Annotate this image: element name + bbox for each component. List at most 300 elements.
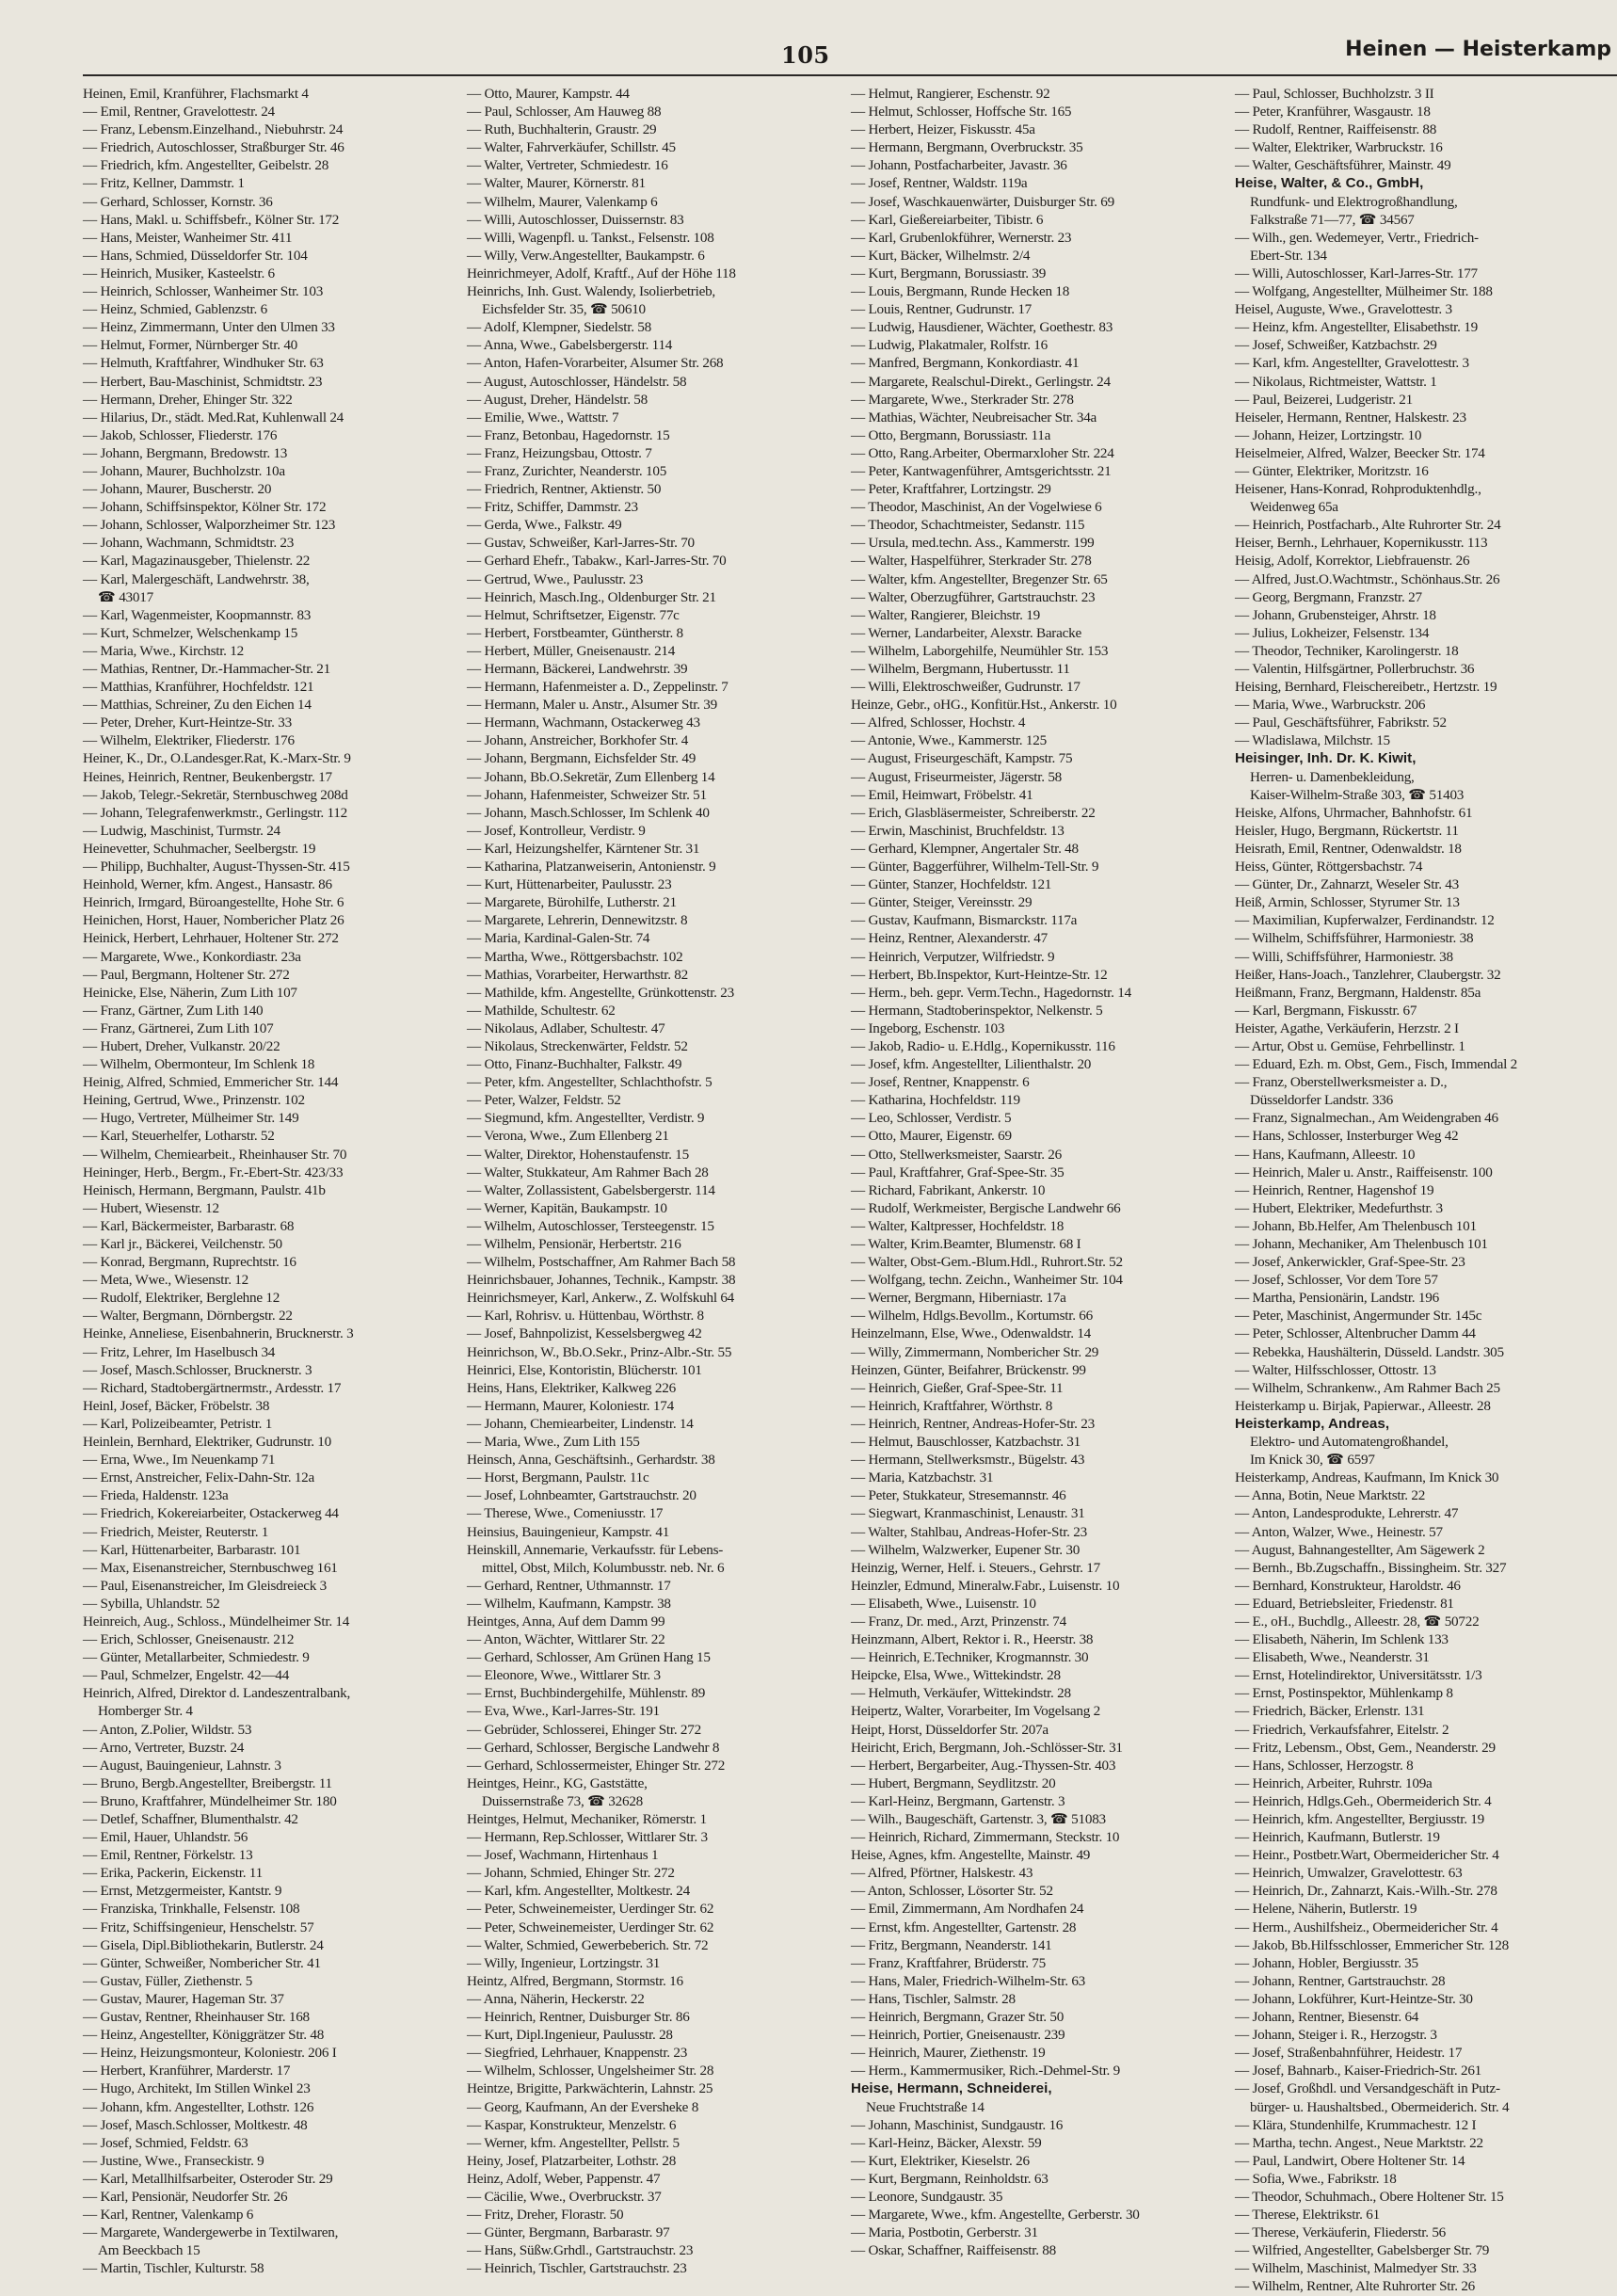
directory-entry: Heintz, Alfred, Bergmann, Stormstr. 16: [467, 1972, 683, 1989]
directory-entry: — Werner, kfm. Angestellter, Pellstr. 5: [467, 2134, 680, 2151]
directory-entry: Heinzen, Günter, Beifahrer, Brückenstr. 99: [851, 1361, 1086, 1378]
directory-entry: — Josef, Lohnbeamter, Gartstrauchstr. 20: [467, 1487, 696, 1504]
directory-entry: — Peter, Schweinemeister, Uerdinger Str. 62: [467, 1901, 714, 1918]
directory-entry: — August, Dreher, Händelstr. 58: [467, 391, 648, 408]
directory-entry: — Peter, kfm. Angestellter, Schlachthofstr. 5: [467, 1074, 712, 1091]
directory-entry: — Maria, Wwe., Warbruckstr. 206: [1235, 697, 1426, 714]
directory-entry: — Valentin, Hilfsgärtner, Pollerbruchstr. 36: [1235, 661, 1475, 677]
directory-entry: — Bruno, Kraftfahrer, Mündelheimer Str. 180: [83, 1792, 337, 1809]
directory-entry: — Erich, Glasbläsermeister, Schreiberstr. 22: [851, 804, 1096, 821]
directory-entry: — Justine, Wwe., Franseckistr. 9: [83, 2152, 264, 2169]
directory-entry: Heiss, Günter, Röttgersbachstr. 74: [1235, 859, 1423, 875]
directory-entry: Heinhold, Werner, kfm. Angest., Hansastr. 86: [83, 876, 332, 893]
directory-entry: — Otto, Rang.Arbeiter, Obermarxloher Str. 224: [851, 444, 1114, 461]
directory-entry: — Heinrich, Masch.Ing., Oldenburger Str. 21: [467, 588, 716, 605]
directory-entry: — Alfred, Just.O.Wachtmstr., Schönhaus.Str. 26: [1235, 570, 1500, 587]
directory-entry: — Günter, Bergmann, Barbarastr. 97: [467, 2224, 670, 2241]
directory-entry: — Herbert, Kranführer, Marderstr. 17: [83, 2063, 291, 2079]
directory-entry: — Walter, Rangierer, Bleichstr. 19: [851, 606, 1040, 623]
directory-entry: — Friedrich, Rentner, Aktienstr. 50: [467, 481, 662, 498]
directory-entry: — Heinz, Angestellter, Königgrätzer Str. 48: [83, 2027, 325, 2044]
directory-entry: — Gerda, Wwe., Falkstr. 49: [467, 517, 622, 534]
entry-columns: [83, 85, 1613, 2295]
directory-entry: — Herm., Aushilfsheiz., Obermeidericher Str. 4: [1235, 1919, 1498, 1935]
directory-entry: — Heinrich, Dr., Zahnarzt, Kais.-Wilh.-Str. 278: [1235, 1883, 1497, 1900]
directory-entry: — Wilhelm, Kaufmann, Kampstr. 38: [467, 1595, 671, 1612]
directory-entry: — Franziska, Trinkhalle, Felsenstr. 108: [83, 1901, 300, 1918]
column-1: [83, 85, 461, 2277]
directory-entry: — Mathilde, Schultestr. 62: [467, 1002, 616, 1019]
directory-entry: — Heinrich, Rentner, Duisburger Str. 86: [467, 2009, 690, 2026]
directory-entry: — Rudolf, Werkmeister, Bergische Landwehr 66: [851, 1199, 1121, 1216]
directory-entry: — Walter, Krim.Beamter, Blumenstr. 68 I: [851, 1236, 1081, 1252]
directory-entry: — Peter, Kraftfahrer, Lortzingstr. 29: [851, 481, 1051, 498]
directory-entry: Heißer, Hans-Joach., Tanzlehrer, Claubergstr. 32: [1235, 966, 1501, 983]
directory-entry: — Leonore, Sundgaustr. 35: [851, 2188, 1003, 2205]
directory-entry: — Friedrich, Autoschlosser, Straßburger Str. 46: [83, 139, 344, 156]
directory-entry: — Erich, Schlosser, Gneisenaustr. 212: [83, 1631, 295, 1648]
directory-entry: — Bernh., Bb.Zugschaffn., Bissingheim. Str. 327: [1235, 1559, 1507, 1576]
directory-entry: — Johann, Maurer, Buchholzstr. 10a: [83, 462, 285, 479]
directory-entry: — Heinz, Zimmermann, Unter den Ulmen 33: [83, 319, 335, 336]
directory-entry: — August, Bahnangestellter, Am Sägewerk 2: [1235, 1541, 1485, 1558]
directory-entry: — Willy, Ingenieur, Lortzingstr. 31: [467, 1954, 661, 1971]
directory-entry: — Wilhelm, Obermonteur, Im Schlenk 18: [83, 1056, 315, 1073]
directory-entry: Heipcke, Elsa, Wwe., Wittekindstr. 28: [851, 1667, 1061, 1684]
directory-entry: — Jakob, Bb.Hilfsschlosser, Emmericher Str. 128: [1235, 1936, 1509, 1953]
directory-entry: — Johann, Postfacharbeiter, Javastr. 36: [851, 157, 1067, 174]
directory-entry: — Werner, Bergmann, Hiberniastr. 17a: [851, 1290, 1066, 1307]
directory-entry: Heinevetter, Schuhmacher, Seelbergstr. 19: [83, 840, 316, 857]
directory-entry: — Kurt, Elektriker, Kieselstr. 26: [851, 2152, 1030, 2169]
directory-entry: — Anna, Botin, Neue Marktstr. 22: [1235, 1487, 1426, 1504]
directory-entry: — Herbert, Müller, Gneisenaustr. 214: [467, 642, 676, 659]
directory-entry: — Siegfried, Lehrhauer, Knappenstr. 23: [467, 2045, 688, 2062]
directory-entry: — Karl, Malergeschäft, Landwehrstr. 38,: [83, 570, 310, 587]
directory-entry: — Oskar, Schaffner, Raiffeisenstr. 88: [851, 2242, 1056, 2259]
directory-entry: Heise, Hermann, Schneiderei,: [851, 2080, 1052, 2097]
directory-entry: — Wilhelm, Chemiearbeit., Rheinhauser Str. 70: [83, 1146, 347, 1163]
directory-entry: — Emil, Heimwart, Fröbelstr. 41: [851, 786, 1033, 803]
directory-entry: — Johann, Schmied, Ehinger Str. 272: [467, 1865, 675, 1882]
directory-entry: — Bruno, Bergb.Angestellter, Breibergstr. 11: [83, 1774, 332, 1791]
directory-entry: — Heinrich, Maurer, Ziethenstr. 19: [851, 2045, 1046, 2062]
directory-entry: — Johann, Rentner, Biesenstr. 64: [1235, 2009, 1419, 2026]
directory-entry: — Paul, Landwirt, Obere Holtener Str. 14: [1235, 2152, 1465, 2169]
directory-entry: — Werner, Landarbeiter, Alexstr. Baracke: [851, 624, 1081, 641]
directory-entry: Heiske, Alfons, Uhrmacher, Bahnhofstr. 61: [1235, 804, 1473, 821]
directory-entry: Heinrich, Irmgard, Büroangestellte, Hohe Str. 6: [83, 894, 344, 911]
directory-entry: Heinicke, Else, Näherin, Zum Lith 107: [83, 984, 297, 1001]
directory-entry: Heister, Agathe, Verkäuferin, Herzstr. 2 I: [1235, 1020, 1459, 1036]
directory-entry: — Johann, Maschinist, Sundgaustr. 16: [851, 2116, 1064, 2133]
directory-entry: — Günter, Metallarbeiter, Schmiedestr. 9: [83, 1649, 310, 1666]
directory-entry: — Johann, Bergmann, Eichsfelder Str. 49: [467, 750, 696, 767]
directory-entry: — Wilhelm, Postschaffner, Am Rahmer Bach 58: [467, 1254, 736, 1271]
directory-entry: — Hans, Kaufmann, Alleestr. 10: [1235, 1146, 1416, 1163]
directory-entry: — Wilhelm, Schrankenw., Am Rahmer Bach 25: [1235, 1379, 1500, 1396]
directory-entry: — Hugo, Architekt, Im Stillen Winkel 23: [83, 2080, 311, 2097]
directory-entry: — Sybilla, Uhlandstr. 52: [83, 1595, 220, 1612]
directory-entry: — Friedrich, kfm. Angestellter, Geibelstr. 28: [83, 157, 329, 174]
directory-entry: — Ernst, Anstreicher, Felix-Dahn-Str. 12a: [83, 1469, 315, 1486]
directory-entry: — Horst, Bergmann, Paulstr. 11c: [467, 1469, 649, 1486]
directory-entry: — Hermann, Dreher, Ehinger Str. 322: [83, 391, 293, 408]
directory-entry: — Johann, Bb.O.Sekretär, Zum Ellenberg 14: [467, 768, 715, 785]
directory-entry: — Heinz, Heizungsmonteur, Koloniestr. 206 I: [83, 2045, 337, 2062]
directory-entry: — Margarete, Bürohilfe, Lutherstr. 21: [467, 894, 677, 911]
directory-entry: — Maria, Katzbachstr. 31: [851, 1469, 994, 1486]
directory-entry: — Anna, Wwe., Gabelsbergerstr. 114: [467, 337, 673, 354]
directory-entry: — Hermann, Bäckerei, Landwehrstr. 39: [467, 661, 688, 677]
directory-entry: — Ernst, Postinspektor, Mühlenkamp 8: [1235, 1685, 1453, 1702]
directory-entry: — Walter, Stukkateur, Am Rahmer Bach 28: [467, 1164, 709, 1180]
directory-entry: — Franz, Gärtner, Zum Lith 140: [83, 1002, 264, 1019]
directory-entry: — Josef, kfm. Angestellter, Lilienthalstr. 20: [851, 1056, 1092, 1073]
directory-entry: — Arno, Vertreter, Buzstr. 24: [83, 1739, 245, 1756]
entry-continuation: Kaiser-Wilhelm-Straße 303, ☎ 51403: [1250, 786, 1465, 803]
directory-entry: Heinzler, Edmund, Mineralw.Fabr., Luisenstr. 10: [851, 1577, 1120, 1594]
directory-entry: Heisig, Adolf, Korrektor, Liebfrauenstr. 26: [1235, 553, 1470, 570]
directory-entry: — Heinrich, Verputzer, Wilfriedstr. 9: [851, 948, 1055, 965]
directory-entry: — Wilhelm, Schlosser, Ungelsheimer Str. 28: [467, 2063, 714, 2079]
directory-entry: — Gerhard Ehefr., Tabakw., Karl-Jarres-Str. 70: [467, 553, 727, 570]
directory-entry: — Richard, Stadtobergärtnermstr., Ardesstr. 17: [83, 1379, 342, 1396]
directory-entry: — Alfred, Pförtner, Halskestr. 43: [851, 1865, 1033, 1882]
directory-entry: — Kurt, Dipl.Ingenieur, Paulusstr. 28: [467, 2027, 673, 2044]
entry-continuation: mittel, Obst, Milch, Kolumbusstr. neb. Nr. 6: [482, 1559, 725, 1576]
directory-entry: — Emil, Hauer, Uhlandstr. 56: [83, 1829, 248, 1846]
directory-entry: — Jakob, Schlosser, Fliederstr. 176: [83, 426, 278, 443]
directory-entry: — Wilhelm, Maschinist, Malmedyer Str. 33: [1235, 2260, 1477, 2277]
directory-entry: — Paul, Schlosser, Am Hauweg 88: [467, 104, 662, 120]
directory-entry: — Friedrich, Bäcker, Erlenstr. 131: [1235, 1703, 1425, 1720]
directory-entry: — Artur, Obst u. Gemüse, Fehrbellinstr. 1: [1235, 1037, 1465, 1054]
directory-entry: — Frieda, Haldenstr. 123a: [83, 1487, 229, 1504]
entry-continuation: Im Knick 30, ☎ 6597: [1250, 1452, 1375, 1469]
directory-entry: — Gerhard, Schlosser, Am Grünen Hang 15: [467, 1649, 711, 1666]
directory-entry: — Wilhelm, Bergmann, Hubertusstr. 11: [851, 661, 1070, 677]
directory-entry: — Walter, Bergmann, Dörnbergstr. 22: [83, 1308, 293, 1325]
directory-entry: — Otto, Bergmann, Borussiastr. 11a: [851, 426, 1051, 443]
directory-entry: — Günter, Schweißer, Nombericher Str. 41: [83, 1954, 321, 1971]
directory-entry: Heiselmeier, Alfred, Walzer, Beecker Str. 174: [1235, 444, 1485, 461]
directory-entry: — Johann, Telegrafenwerkmstr., Gerlingstr. 112: [83, 804, 347, 821]
directory-entry: — Therese, Wwe., Comeniusstr. 17: [467, 1505, 664, 1522]
directory-entry: Heinick, Herbert, Lehrhauer, Holtener Str. 272: [83, 930, 339, 947]
directory-entry: — Karl, kfm. Angestellter, Gravelottestr. 3: [1235, 355, 1469, 372]
directory-entry: — Peter, Stukkateur, Stresemannstr. 46: [851, 1487, 1066, 1504]
directory-entry: — Gustav, Kaufmann, Bismarckstr. 117a: [851, 912, 1078, 929]
directory-entry: — Mathias, Vorarbeiter, Herwarthstr. 82: [467, 966, 688, 983]
directory-entry: — Franz, Lebensm.Einzelhand., Niebuhrstr. 24: [83, 121, 344, 138]
directory-entry: — Eduard, Betriebsleiter, Friedenstr. 81: [1235, 1595, 1454, 1612]
directory-entry: — Ludwig, Hausdiener, Wächter, Goethestr. 83: [851, 319, 1113, 336]
directory-entry: — Paul, Bergmann, Holtener Str. 272: [83, 966, 290, 983]
directory-entry: Heinrichs, Inh. Gust. Walendy, Isolierbetrieb,: [467, 283, 715, 300]
directory-entry: — Martin, Tischler, Kulturstr. 58: [83, 2260, 264, 2277]
directory-entry: Heisler, Hugo, Bergmann, Rückertstr. 11: [1235, 822, 1459, 839]
directory-entry: — Karl, Rentner, Valenkamp 6: [83, 2207, 254, 2224]
directory-entry: — Wilfried, Angestellter, Gabelsberger Str. 79: [1235, 2242, 1490, 2259]
directory-entry: — Karl-Heinz, Bergmann, Gartenstr. 3: [851, 1792, 1065, 1809]
directory-entry: — Heinrich, Arbeiter, Ruhrstr. 109a: [1235, 1774, 1433, 1791]
directory-entry: — Kurt, Schmelzer, Welschenkamp 15: [83, 624, 298, 641]
directory-entry: — Hans, Schmied, Düsseldorfer Str. 104: [83, 247, 308, 264]
directory-entry: — Franz, Oberstellwerksmeister a. D.,: [1235, 1074, 1448, 1091]
directory-entry: — Ernst, Buchbindergehilfe, Mühlenstr. 89: [467, 1685, 706, 1702]
directory-entry: — Hubert, Wiesenstr. 12: [83, 1199, 219, 1216]
directory-entry: Heinig, Alfred, Schmied, Emmericher Str. 144: [83, 1074, 339, 1091]
directory-entry: — Heinrich, Maler u. Anstr., Raiffeisenstr. 100: [1235, 1164, 1493, 1180]
directory-entry: — Wilhelm, Schiffsführer, Harmoniestr. 38: [1235, 930, 1474, 947]
directory-entry: — Maria, Postbotin, Gerberstr. 31: [851, 2224, 1038, 2241]
directory-entry: — Martha, Pensionärin, Landstr. 196: [1235, 1290, 1439, 1307]
directory-entry: — Karl, Pensionär, Neudorfer Str. 26: [83, 2188, 288, 2205]
directory-entry: — Hermann, Maurer, Koloniestr. 174: [467, 1397, 674, 1414]
directory-entry: — Johann, Schlosser, Walporzheimer Str. 123: [83, 517, 336, 534]
directory-entry: — Gerhard, Schlossermeister, Ehinger Str. 272: [467, 1757, 726, 1774]
directory-entry: — Theodor, Maschinist, An der Vogelwiese 6: [851, 499, 1102, 516]
directory-entry: — Heinz, Schmied, Gablenzstr. 6: [83, 301, 267, 318]
directory-entry: — Walter, Vertreter, Schmiedestr. 16: [467, 157, 668, 174]
directory-entry: — Willy, Zimmermann, Nombericher Str. 29: [851, 1343, 1099, 1360]
directory-entry: Heiny, Josef, Platzarbeiter, Lothstr. 28: [467, 2152, 677, 2169]
directory-entry: — Johann, Maurer, Buscherstr. 20: [83, 481, 272, 498]
directory-entry: — Willi, Autoschlosser, Karl-Jarres-Str. 177: [1235, 265, 1478, 281]
directory-entry: — Karl, Bäckermeister, Barbarastr. 68: [83, 1217, 295, 1234]
directory-entry: — Peter, Kantwagenführer, Amtsgerichtsstr. 21: [851, 462, 1112, 479]
directory-entry: — Hermann, Hafenmeister a. D., Zeppelinstr. 7: [467, 679, 728, 696]
directory-entry: Heisterkamp, Andreas,: [1235, 1415, 1390, 1432]
directory-entry: — Erika, Packerin, Eickenstr. 11: [83, 1865, 263, 1882]
directory-entry: — Hugo, Vertreter, Mülheimer Str. 149: [83, 1110, 299, 1127]
directory-entry: — Emil, Rentner, Gravelottestr. 24: [83, 104, 275, 120]
directory-entry: — Eva, Wwe., Karl-Jarres-Str. 191: [467, 1703, 660, 1720]
directory-entry: — Johann, Grubensteiger, Ahrstr. 18: [1235, 606, 1436, 623]
directory-entry: — Johann, Steiger i. R., Herzogstr. 3: [1235, 2027, 1437, 2044]
directory-entry: Heinrichsmeyer, Karl, Ankerw., Z. Wolfskuhl 64: [467, 1290, 735, 1307]
directory-entry: — Therese, Verkäuferin, Fliederstr. 56: [1235, 2224, 1447, 2241]
directory-entry: — Karl, kfm. Angestellter, Moltkestr. 24: [467, 1883, 690, 1900]
directory-entry: — Paul, Schmelzer, Engelstr. 42—44: [83, 1667, 290, 1684]
directory-entry: — Louis, Rentner, Gudrunstr. 17: [851, 301, 1033, 318]
directory-entry: — Fritz, Lehrer, Im Haselbusch 34: [83, 1343, 276, 1360]
directory-entry: — Johann, Hobler, Bergiusstr. 35: [1235, 1954, 1418, 1971]
directory-entry: — Nikolaus, Richtmeister, Wattstr. 1: [1235, 373, 1437, 390]
directory-entry: Heisinger, Inh. Dr. K. Kiwit,: [1235, 750, 1417, 767]
directory-entry: — Hubert, Dreher, Vulkanstr. 20/22: [83, 1037, 280, 1054]
directory-entry: Heinzelmann, Else, Wwe., Odenwaldstr. 14: [851, 1325, 1092, 1342]
directory-entry: — Rudolf, Rentner, Raiffeisenstr. 88: [1235, 121, 1437, 138]
directory-entry: — Josef, Großhdl. und Versandgeschäft in Putz-: [1235, 2080, 1500, 2097]
directory-entry: — Theodor, Techniker, Karolingerstr. 18: [1235, 642, 1459, 659]
directory-entry: — Johann, Bergmann, Bredowstr. 13: [83, 444, 288, 461]
directory-entry: — Theodor, Schachtmeister, Sedanstr. 115: [851, 517, 1085, 534]
directory-entry: — Gertrud, Wwe., Paulusstr. 23: [467, 570, 644, 587]
directory-entry: — Margarete, Wwe., kfm. Angestellte, Gerberstr. 30: [851, 2207, 1140, 2224]
directory-entry: — Gerhard, Klempner, Angertaler Str. 48: [851, 840, 1079, 857]
directory-entry: — Karl, Heizungshelfer, Kärntener Str. 31: [467, 840, 700, 857]
directory-entry: Heines, Heinrich, Rentner, Beukenbergstr. 17: [83, 768, 332, 785]
directory-entry: — Günter, Steiger, Vereinsstr. 29: [851, 894, 1033, 911]
directory-entry: — Herbert, Bergarbeiter, Aug.-Thyssen-Str. 403: [851, 1757, 1116, 1774]
directory-entry: — Karl, Magazinausgeber, Thielenstr. 22: [83, 553, 311, 570]
directory-entry: — Werner, Kapitän, Baukampstr. 10: [467, 1199, 667, 1216]
directory-entry: — Cäcilie, Wwe., Overbruckstr. 37: [467, 2188, 662, 2205]
directory-entry: Heisterkamp u. Birjak, Papierwar., Alleestr. 28: [1235, 1397, 1491, 1414]
column-3: [851, 85, 1229, 2259]
directory-entry: — Heinrich, Bergmann, Grazer Str. 50: [851, 2009, 1065, 2026]
directory-entry: — Josef, Straßenbahnführer, Heidestr. 17: [1235, 2045, 1463, 2062]
directory-entry: — Hans, Maler, Friedrich-Wilhelm-Str. 63: [851, 1972, 1086, 1989]
directory-entry: Heinrichson, W., Bb.O.Sekr., Prinz-Albr.-Str. 55: [467, 1343, 732, 1360]
directory-entry: — Martha, Wwe., Röttgersbachstr. 102: [467, 948, 683, 965]
directory-entry: — Manfred, Bergmann, Konkordiastr. 41: [851, 355, 1080, 372]
directory-entry: — Wilhelm, Walzwerker, Eupener Str. 30: [851, 1541, 1081, 1558]
directory-entry: — Heinrich, Rentner, Andreas-Hofer-Str. 23: [851, 1415, 1095, 1432]
directory-entry: — Ernst, Hotelindirektor, Universitätsstr. 1/3: [1235, 1667, 1482, 1684]
directory-entry: — Ruth, Buchhalterin, Graustr. 29: [467, 121, 657, 138]
directory-entry: — Helmut, Bauschlosser, Katzbachstr. 31: [851, 1434, 1081, 1451]
directory-entry: — Alfred, Schlosser, Hochstr. 4: [851, 714, 1026, 731]
directory-entry: — Paul, Geschäftsführer, Fabrikstr. 52: [1235, 714, 1447, 731]
directory-entry: — Elisabeth, Wwe., Luisenstr. 10: [851, 1595, 1036, 1612]
directory-entry: Heipertz, Walter, Vorarbeiter, Im Vogelsang 2: [851, 1703, 1100, 1720]
directory-entry: — Heinrich, E.Techniker, Krogmannstr. 30: [851, 1649, 1089, 1666]
entry-continuation: Elektro- und Automatengroßhandel,: [1250, 1434, 1449, 1451]
directory-entry: Heinzmann, Albert, Rektor i. R., Heerstr. 38: [851, 1631, 1094, 1648]
directory-entry: — Leo, Schlosser, Verdistr. 5: [851, 1110, 1012, 1127]
directory-entry: — Theodor, Schuhmach., Obere Holtener Str. 15: [1235, 2188, 1504, 2205]
directory-entry: — Kurt, Bergmann, Reinholdstr. 63: [851, 2170, 1049, 2187]
directory-entry: — Franz, Dr. med., Arzt, Prinzenstr. 74: [851, 1613, 1066, 1630]
directory-entry: — Otto, Maurer, Kampstr. 44: [467, 86, 630, 102]
directory-entry: — Otto, Stellwerksmeister, Saarstr. 26: [851, 1146, 1062, 1163]
directory-entry: — Georg, Bergmann, Franzstr. 27: [1235, 588, 1422, 605]
directory-entry: Heißmann, Franz, Bergmann, Haldenstr. 85a: [1235, 984, 1481, 1001]
directory-entry: — Hermann, Stadtoberinspektor, Nelkenstr. 5: [851, 1002, 1103, 1019]
directory-entry: — Wladislawa, Milchstr. 15: [1235, 732, 1390, 749]
directory-entry: — Karl, Gießereiarbeiter, Tibistr. 6: [851, 211, 1044, 228]
directory-entry: — Emil, Zimmermann, Am Nordhafen 24: [851, 1901, 1084, 1918]
directory-entry: — Herbert, Bb.Inspektor, Kurt-Heintze-Str. 12: [851, 966, 1108, 983]
directory-entry: Heintges, Anna, Auf dem Damm 99: [467, 1613, 665, 1630]
directory-entry: — August, Friseurmeister, Jägerstr. 58: [851, 768, 1063, 785]
directory-entry: Heipt, Horst, Düsseldorfer Str. 207a: [851, 1721, 1049, 1738]
directory-entry: — Maria, Wwe., Zum Lith 155: [467, 1434, 640, 1451]
directory-entry: Heise, Walter, & Co., GmbH,: [1235, 175, 1424, 192]
directory-entry: — Herm., Kammermusiker, Rich.-Dehmel-Str. 9: [851, 2063, 1120, 2079]
directory-entry: — Karl, Metallhilfsarbeiter, Osteroder Str. 29: [83, 2170, 333, 2187]
directory-entry: — Walter, kfm. Angestellter, Bregenzer Str. 65: [851, 570, 1108, 587]
directory-entry: — Otto, Maurer, Eigenstr. 69: [851, 1128, 1012, 1145]
directory-entry: — Ursula, med.techn. Ass., Kammerstr. 199: [851, 535, 1095, 552]
directory-entry: — Josef, Ankerwickler, Graf-Spee-Str. 23: [1235, 1254, 1465, 1271]
directory-entry: — Walter, Stahlbau, Andreas-Hofer-Str. 23: [851, 1523, 1087, 1540]
directory-entry: — Wilhelm, Rentner, Alte Ruhrorter Str. 26: [1235, 2278, 1476, 2295]
directory-entry: — Johann, Rentner, Gartstrauchstr. 28: [1235, 1972, 1446, 1989]
directory-entry: — Konrad, Bergmann, Ruprechtstr. 16: [83, 1254, 296, 1271]
directory-entry: Heinzig, Werner, Helf. i. Steuers., Gehrstr. 17: [851, 1559, 1100, 1576]
directory-entry: — Peter, Schlosser, Altenbrucher Damm 44: [1235, 1325, 1476, 1342]
directory-entry: Heinichen, Horst, Hauer, Nombericher Platz 26: [83, 912, 344, 929]
directory-entry: — Heinr., Postbetr.Wart, Obermeidericher Str. 4: [1235, 1847, 1499, 1864]
directory-entry: — Anton, Landesprodukte, Lehrerstr. 47: [1235, 1505, 1459, 1522]
directory-entry: — Kurt, Bergmann, Borussiastr. 39: [851, 265, 1047, 281]
directory-entry: — Fritz, Dreher, Florastr. 50: [467, 2207, 624, 2224]
directory-entry: — Maria, Kardinal-Galen-Str. 74: [467, 930, 650, 947]
directory-entry: — Karl, Steuerhelfer, Lotharstr. 52: [83, 1128, 275, 1145]
directory-entry: — Karl, Grubenlokführer, Wernerstr. 23: [851, 229, 1072, 246]
directory-entry: — August, Autoschlosser, Händelstr. 58: [467, 373, 687, 390]
header-rule: [83, 74, 1617, 76]
directory-entry: — Klära, Stundenhilfe, Krummachestr. 12 I: [1235, 2116, 1477, 2133]
running-head: Heinen — Heisterkamp: [1345, 38, 1611, 61]
directory-entry: Heisrath, Emil, Rentner, Odenwaldstr. 18: [1235, 840, 1462, 857]
directory-entry: — Josef, Kontrolleur, Verdistr. 9: [467, 822, 646, 839]
directory-entry: — Peter, Schweinemeister, Uerdinger Str. 62: [467, 1919, 714, 1935]
directory-entry: — Eduard, Ezh. m. Obst, Gem., Fisch, Immendal 2: [1235, 1056, 1517, 1073]
page-number: 105: [781, 41, 830, 69]
directory-entry: — Philipp, Buchhalter, August-Thyssen-Str. 415: [83, 859, 350, 875]
directory-entry: — Erna, Wwe., Im Neuenkamp 71: [83, 1452, 276, 1469]
directory-entry: Heinisch, Hermann, Bergmann, Paulstr. 41b: [83, 1181, 326, 1198]
directory-entry: — Peter, Maschinist, Angermunder Str. 145c: [1235, 1308, 1482, 1325]
directory-entry: — Rudolf, Elektriker, Berglehne 12: [83, 1290, 280, 1307]
entry-continuation: Eichsfelder Str. 35, ☎ 50610: [482, 301, 646, 318]
directory-entry: Heinrich, Alfred, Direktor d. Landeszentralbank,: [83, 1685, 351, 1702]
directory-entry: — Franz, Signalmechan., Am Weidengraben 46: [1235, 1110, 1498, 1127]
directory-entry: — E., oH., Buchdlg., Alleestr. 28, ☎ 50722: [1235, 1613, 1480, 1630]
directory-entry: Heinze, Gebr., oHG., Konfitür.Hst., Ankerstr. 10: [851, 697, 1117, 714]
directory-entry: — Anton, Walzer, Wwe., Heinestr. 57: [1235, 1523, 1443, 1540]
directory-entry: Heisel, Auguste, Wwe., Gravelottestr. 3: [1235, 301, 1452, 318]
entry-continuation: Neue Fruchtstraße 14: [866, 2098, 985, 2115]
directory-entry: — Friedrich, Meister, Reuterstr. 1: [83, 1523, 269, 1540]
directory-entry: — Verona, Wwe., Zum Ellenberg 21: [467, 1128, 669, 1145]
directory-entry: — Josef, Masch.Schlosser, Moltkestr. 48: [83, 2116, 308, 2133]
directory-entry: — Wolfgang, techn. Zeichn., Wanheimer Str. 104: [851, 1272, 1123, 1289]
directory-entry: — Gerhard, Schlosser, Kornstr. 36: [83, 193, 273, 210]
directory-entry: Heins, Hans, Elektriker, Kalkweg 226: [467, 1379, 676, 1396]
directory-entry: — Hans, Meister, Wanheimer Str. 411: [83, 229, 293, 246]
directory-entry: — Maximilian, Kupferwalzer, Ferdinandstr. 12: [1235, 912, 1495, 929]
directory-entry: — Bernhard, Konstrukteur, Haroldstr. 46: [1235, 1577, 1461, 1594]
directory-entry: — Josef, Schweißer, Katzbachstr. 29: [1235, 337, 1437, 354]
directory-entry: — Siegwart, Kranmaschinist, Lenaustr. 31: [851, 1505, 1085, 1522]
directory-entry: — Peter, Kranführer, Wasgaustr. 18: [1235, 104, 1431, 120]
directory-entry: — Martha, techn. Angest., Neue Marktstr. 22: [1235, 2134, 1483, 2151]
directory-entry: — Hans, Tischler, Salmstr. 28: [851, 1990, 1016, 2007]
directory-entry: — Kaspar, Konstrukteur, Menzelstr. 6: [467, 2116, 677, 2133]
directory-entry: — Gerhard, Schlosser, Bergische Landwehr 8: [467, 1739, 720, 1756]
directory-entry: — Paul, Beizerei, Ludgeristr. 21: [1235, 391, 1413, 408]
directory-entry: — Wilhelm, Autoschlosser, Tersteegenstr. 15: [467, 1217, 714, 1234]
directory-entry: — Georg, Kaufmann, An der Eversheke 8: [467, 2098, 699, 2115]
entry-continuation: Herren- u. Damenbekleidung,: [1250, 768, 1415, 785]
directory-entry: — Karl, Rohrisv. u. Hüttenbau, Wörthstr. 8: [467, 1308, 704, 1325]
directory-entry: — Hermann, Stellwerksmstr., Bügelstr. 43: [851, 1452, 1085, 1469]
directory-entry: — Walter, Maurer, Körnerstr. 81: [467, 175, 646, 192]
directory-entry: Heisterkamp, Andreas, Kaufmann, Im Knick 30: [1235, 1469, 1499, 1486]
directory-entry: — Erwin, Maschinist, Bruchfeldstr. 13: [851, 822, 1065, 839]
directory-entry: — Hermann, Rep.Schlosser, Wittlarer Str. 3: [467, 1829, 708, 1846]
directory-entry: — Johann, Mechaniker, Am Thelenbusch 101: [1235, 1236, 1488, 1252]
directory-entry: — Hans, Schlosser, Herzogstr. 8: [1235, 1757, 1414, 1774]
directory-entry: — Johann, Heizer, Lortzingstr. 10: [1235, 426, 1422, 443]
directory-entry: — Wolfgang, Angestellter, Mülheimer Str. 188: [1235, 283, 1493, 300]
